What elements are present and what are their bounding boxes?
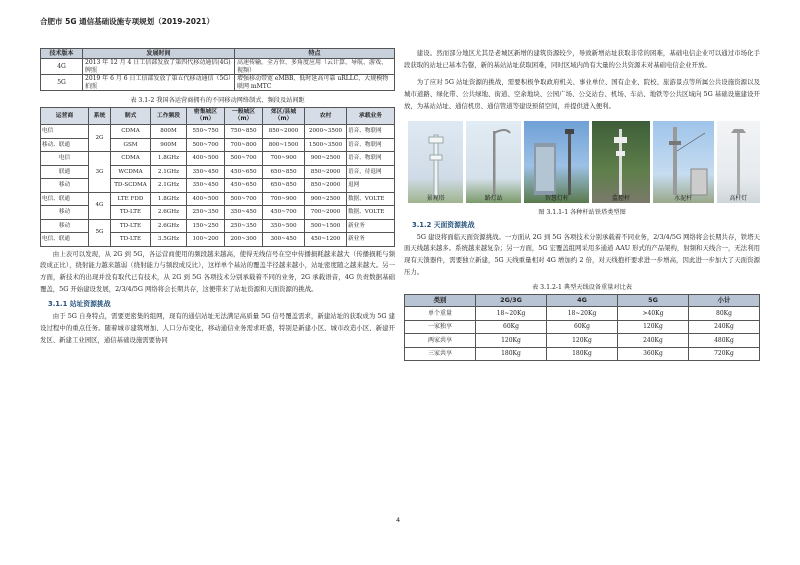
table-cell: 250~350 [225, 219, 263, 233]
table-cell: 一家独享 [405, 320, 476, 334]
table-header-cell: 类别 [405, 295, 476, 307]
table-cell: 100~200 [187, 233, 225, 247]
table-row [41, 219, 395, 233]
table-cell: 数据、VOLTE [347, 206, 395, 220]
table-cell: 1500~3500 [305, 138, 347, 152]
table-row [405, 320, 760, 334]
table-cell: 240Kg [618, 334, 689, 348]
system-cell: 4G [89, 192, 111, 219]
table-cell: 60Kg [476, 320, 547, 334]
table-cell: 2000~3500 [305, 125, 347, 139]
table-cell: 语音、物联网 [347, 152, 395, 166]
table-cell: 18~20Kg [476, 307, 547, 321]
concrete-pole-image [653, 121, 714, 203]
table-cell: 400~500 [187, 152, 225, 166]
table-header-cell: 系统 [89, 108, 111, 125]
table-cell: 480Kg [689, 334, 760, 348]
table-cell: 高速传输，全方位、多角度应用（云计算、导航、游戏、视频） [235, 59, 395, 75]
table-cell: 150~250 [187, 219, 225, 233]
table-row [405, 347, 760, 361]
system-cell: 5G [89, 219, 111, 246]
figure-caption: 图 3.1.1-1 各种杆站铁塔类型图 [538, 208, 626, 216]
tower-photo [408, 121, 463, 203]
table-cell: 500~700 [225, 192, 263, 206]
table-cell: TD-LTE [111, 206, 151, 220]
table-cell: 350~450 [187, 179, 225, 193]
table-cell: 240Kg [689, 320, 760, 334]
table-cell: 退网 [347, 179, 395, 193]
table-cell: 700~900 [263, 152, 305, 166]
system-cell: 3G [89, 152, 111, 193]
operator-network-table [40, 107, 395, 247]
table-cell: 5G [41, 75, 83, 91]
table-cell: TD-LTE [111, 233, 151, 247]
table-cell: 增强移动带宽 eMBB、低时延高可靠 uRLLC、大规模物联网 mMTC [235, 75, 395, 91]
page-number: 4 [396, 516, 401, 524]
table-cell: 650~850 [263, 179, 305, 193]
table-header-cell: 郊区/县城（m） [263, 108, 305, 125]
table-header-cell: 技术版本 [41, 49, 83, 59]
table-cell: 450~1200 [305, 233, 347, 247]
photo-label: 水泥杆 [674, 194, 693, 202]
table-cell: CDMA [111, 152, 151, 166]
table-cell: 450~700 [263, 206, 305, 220]
right-column [404, 48, 760, 361]
photo-label: 高杆灯 [729, 194, 748, 202]
table-cell: 250~350 [187, 206, 225, 220]
table-cell: 移动 [41, 219, 89, 233]
table-cell: 500~700 [187, 138, 225, 152]
header-title: 合肥市 5G 通信基础设施专项规划（2019-2021） [40, 17, 214, 26]
table-header-cell: 运营商 [41, 108, 89, 125]
table-cell: 350~450 [225, 206, 263, 220]
tower-photo [466, 121, 521, 203]
table-cell: 850~2000 [305, 179, 347, 193]
table-cell: 700~900 [263, 192, 305, 206]
table-cell: 450~650 [225, 179, 263, 193]
table-cell: LTE FDD [111, 192, 151, 206]
page-header [40, 8, 760, 34]
table-caption: 表 3.1-2 我国各运营商拥有的不同移动网络制式、频段及站间距 [130, 97, 305, 104]
table-header-row [41, 49, 395, 59]
table-cell: 4G [41, 59, 83, 75]
left-column [40, 48, 395, 346]
table-row [41, 192, 395, 206]
tower-photo [592, 121, 649, 203]
table-cell: 单个重量 [405, 307, 476, 321]
table-cell: 数据、VOLTE [347, 192, 395, 206]
table-cell: 700~800 [225, 138, 263, 152]
table-cell: 900M [151, 138, 187, 152]
monitoring-pole-image [592, 121, 649, 203]
table-header-cell: 2G/3G [476, 295, 547, 307]
table-cell: TD-LTE [111, 219, 151, 233]
photo-label: 景观塔 [426, 194, 445, 202]
table-cell: 350~450 [187, 165, 225, 179]
section-heading: 3.1.2 天面资源挑战 [412, 220, 475, 229]
table-row [41, 75, 395, 91]
table-cell: 联通 [41, 165, 89, 179]
table-cell: 新业务 [347, 233, 395, 247]
table-cell: GSM [111, 138, 151, 152]
table-cell: 移动、联通 [41, 138, 89, 152]
table-header-cell: 农村 [305, 108, 347, 125]
photo-label: 智慧灯杆 [544, 194, 569, 202]
table-cell: 800M [151, 125, 187, 139]
table-cell: 2.1GHz [151, 165, 187, 179]
table-cell: 750~850 [225, 125, 263, 139]
table-row [41, 59, 395, 75]
table-cell: 120Kg [547, 334, 618, 348]
streetlight-station-image [466, 121, 521, 203]
table-cell: WCDMA [111, 165, 151, 179]
table-cell: 850~2000 [305, 165, 347, 179]
table-cell: 60Kg [547, 320, 618, 334]
table-cell: TD-SCDMA [111, 179, 151, 193]
table-cell: 800~1500 [263, 138, 305, 152]
table-cell: 18~20Kg [547, 307, 618, 321]
table-cell: 80Kg [689, 307, 760, 321]
table-cell: 120Kg [476, 334, 547, 348]
body-paragraph: 由上表可以发现，从 2G 到 5G，各运营商使用的频段越来越高，使得无线信号在空中传播损耗越来越大（传播损耗与频段成正比），绕射能力越来越弱（绕射能力与频段成反比），这样单个基站的覆盖半径越来越小，站址密度随之越来越大。另一方面，新技术的出现并没有取代已有技术，从 2G 到 5G 各项技术分别承载着不同的业务，2G 承载语音，4G 负责数据基础覆盖，5G 开始建设发展，2/3/4/5G 网络将会长期共存，这便带来了站址资源和天面资源的挑战。 [40, 249, 395, 293]
table-cell: 300~450 [263, 233, 305, 247]
landscape-tower-image [408, 121, 463, 203]
antenna-weight-table [404, 294, 760, 361]
table-cell: 2019 年 6 月 6 日工信部发放了第五代移动通信（5G）拍照 [83, 75, 235, 91]
table-cell: 电信 [41, 152, 89, 166]
table-cell: 电信、联通 [41, 233, 89, 247]
table-cell: 500~1500 [305, 219, 347, 233]
table-cell: 新业务 [347, 219, 395, 233]
table-cell: 900~2500 [305, 152, 347, 166]
table-cell: 语音，待退网 [347, 165, 395, 179]
body-paragraph: 5G 建设将面临天面资源挑战。一方面从 2G 到 5G 各项技术分别承载着不同业务，2/3/4/5G 网络将会长期共存，铁塔天面天线越来越多。系统越来越复杂；另一方面，5G 宏覆盖组网采用多通道 AAU 形式的产品架构，射频和天线合一，无法利用现有天馈器件，需要独立新建，5G 天线重量相对 4G 增加约 2 倍，对天线抱杆要求进一步增高，因此进一步加大了天面资源压力。 [404, 232, 760, 276]
table-cell: 电信 [41, 125, 89, 139]
table-cell: 1.8GHz [151, 192, 187, 206]
table-header-cell: 特点 [235, 49, 395, 59]
table-cell: 650~850 [263, 165, 305, 179]
table-row [41, 125, 395, 139]
table-header-cell: 发展时间 [83, 49, 235, 59]
table-cell: 三家共享 [405, 347, 476, 361]
table-cell: CDMA [111, 125, 151, 139]
table-caption: 表 3.1.2-1 典型天线设备重量对比表 [532, 284, 632, 292]
system-cell: 2G [89, 125, 111, 152]
table-cell: 500~700 [225, 152, 263, 166]
table-cell: 350~500 [263, 219, 305, 233]
table-cell: 360Kg [618, 347, 689, 361]
body-paragraph: 为了应对 5G 站址资源的挑战，需要积极争取政府机关、事业单位、国有企业、院校、旅游景点等所属公共设施资源以及城市道路、绿化带、公共绿地、街道、空余地块、公园广场、公交站台、机场、车站、地铁等公共区域向 5G 基础设施建设开放，为基站站址、通信机房、通信管道等建设预留空间，并提供进入便利。 [404, 78, 760, 110]
table-cell: 3.5GHz [151, 233, 187, 247]
table-cell: 移动 [41, 179, 89, 193]
table-cell: 400~500 [187, 192, 225, 206]
smart-pole-image [524, 121, 589, 203]
photo-label: 路灯站 [484, 194, 503, 202]
table-cell: 电信、联通 [41, 192, 89, 206]
tech-version-table [40, 48, 395, 91]
high-pole-light-image [717, 121, 760, 203]
body-paragraph: 由于 5G 自身特点，需要更密集的组网，现有的通信站址无法满足高质量 5G 信号覆盖需求，新建站址的获取成为 5G 建设过程中的重点任务。随着城市建筑增加、人口分布变化，移动通信业务需求旺盛，特别是新建小区、城市改造小区、新建开发区、新建工业园区，通信基础设施需要协同 [40, 312, 395, 344]
table-header-cell: 4G [547, 295, 618, 307]
body-paragraph: 建设。然而部分地区尤其是老城区新增的建筑资源较少，导致新增站址获取非常的困难，基础电信企业可以通过市场化手段获取的站址已基本告罄，新的基站站址获取困难，同时区域内尚有大量的公共资源未对基础电信企业开放。 [404, 49, 760, 69]
section-heading: 3.1.1 站址资源挑战 [48, 300, 111, 309]
tower-photo [653, 121, 714, 203]
tower-photo-strip [408, 121, 760, 203]
table-cell: 2.1GHz [151, 179, 187, 193]
table-header-cell: 工作频段 [151, 108, 187, 125]
table-header-row [41, 108, 395, 125]
table-cell: 120Kg [618, 320, 689, 334]
table-cell: 720Kg [689, 347, 760, 361]
table-row [41, 152, 395, 166]
table-cell: 550~750 [187, 125, 225, 139]
table-cell: 1.8GHz [151, 152, 187, 166]
table-header-cell: 制式 [111, 108, 151, 125]
tower-photo [717, 121, 760, 203]
table-cell: 两家共享 [405, 334, 476, 348]
table-cell: 2.6GHz [151, 219, 187, 233]
table-cell: 180Kg [547, 347, 618, 361]
table-cell: 语音、物联网 [347, 138, 395, 152]
table-cell: 900~2500 [305, 192, 347, 206]
table-header-cell: 一般城区（m） [225, 108, 263, 125]
table-cell: 移动 [41, 206, 89, 220]
tower-photo [524, 121, 589, 203]
photo-label: 监控杆 [611, 194, 630, 202]
table-cell: 450~650 [225, 165, 263, 179]
table-row [405, 307, 760, 321]
table-cell: 200~300 [225, 233, 263, 247]
table-header-cell: 5G [618, 295, 689, 307]
table-header-cell: 承载业务 [347, 108, 395, 125]
table-cell: 180Kg [476, 347, 547, 361]
table-cell: >40Kg [618, 307, 689, 321]
table-header-row [405, 295, 760, 307]
table-cell: 700~2000 [305, 206, 347, 220]
table-cell: 语音、物联网 [347, 125, 395, 139]
table-cell: 2.6GHz [151, 206, 187, 220]
table-row [405, 334, 760, 348]
table-header-cell: 密集城区（m） [187, 108, 225, 125]
table-cell: 2013 年 12 月 4 日工信部发放了第四代移动通信(4G)牌照 [83, 59, 235, 75]
table-header-cell: 小计 [689, 295, 760, 307]
table-cell: 850~2000 [263, 125, 305, 139]
